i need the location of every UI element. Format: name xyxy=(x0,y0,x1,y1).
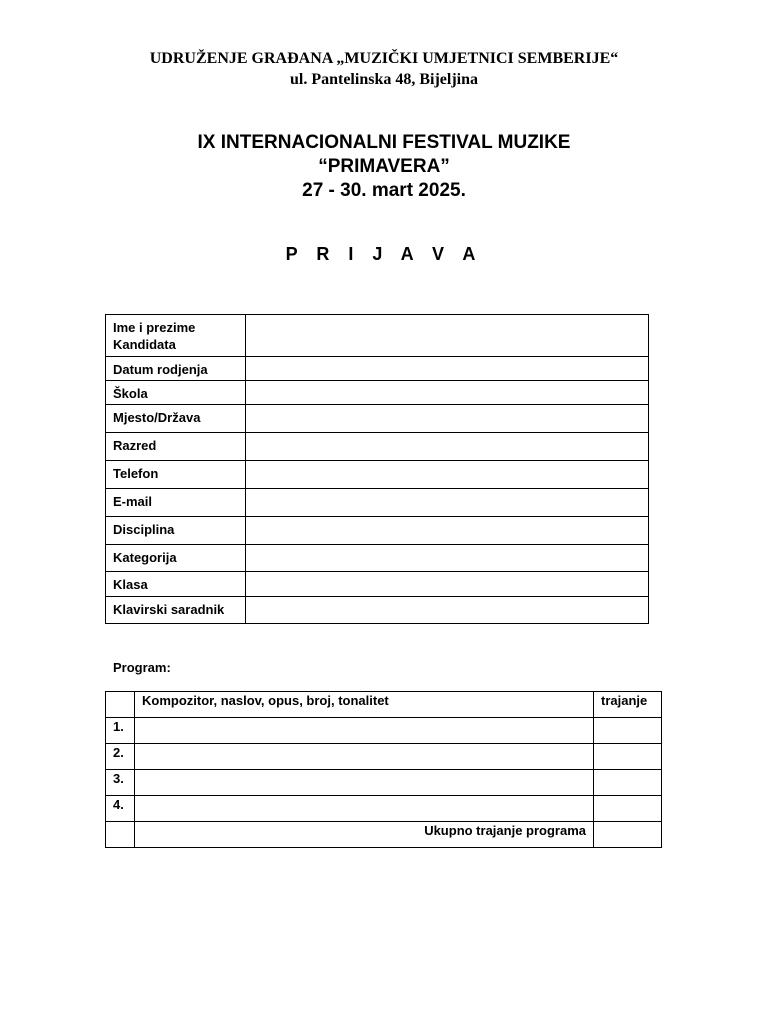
program-total-row xyxy=(106,822,662,848)
field-value-category[interactable] xyxy=(245,545,648,572)
field-value-school[interactable] xyxy=(245,381,648,405)
form-row xyxy=(106,597,649,624)
field-label: Disciplina xyxy=(106,517,246,545)
header-number-cell xyxy=(106,692,135,718)
organization-name: UDRUŽENJE GRAĐANA „MUZIČKI UMJETNICI SEMBERIJE“ xyxy=(149,50,619,67)
composer-cell[interactable] xyxy=(135,770,594,796)
form-row xyxy=(106,489,649,517)
form-row xyxy=(106,545,649,572)
festival-subtitle: “PRIMAVERA” xyxy=(318,156,450,177)
duration-cell[interactable] xyxy=(594,744,662,770)
field-value-email[interactable] xyxy=(245,489,648,517)
row-number: 3. xyxy=(106,770,135,796)
organization-header xyxy=(0,48,768,90)
field-label: E-mail xyxy=(106,489,246,517)
duration-cell[interactable] xyxy=(594,770,662,796)
field-label: Klavirski saradnik xyxy=(106,597,246,624)
header-composer: Kompozitor, naslov, opus, broj, tonalitet xyxy=(135,692,594,718)
field-value-discipline[interactable] xyxy=(245,517,648,545)
program-row xyxy=(106,718,662,744)
field-label: Telefon xyxy=(106,461,246,489)
form-row xyxy=(106,461,649,489)
row-number: 4. xyxy=(106,796,135,822)
program-label: Program: xyxy=(113,660,171,675)
field-value-piano-accompanist[interactable] xyxy=(245,597,648,624)
festival-title-block xyxy=(0,131,768,203)
field-value-phone[interactable] xyxy=(245,461,648,489)
program-row xyxy=(106,796,662,822)
composer-cell[interactable] xyxy=(135,744,594,770)
header-duration: trajanje xyxy=(594,692,662,718)
row-number: 1. xyxy=(106,718,135,744)
program-row xyxy=(106,744,662,770)
total-duration-label: Ukupno trajanje programa xyxy=(135,822,594,848)
total-duration-value[interactable] xyxy=(594,822,662,848)
form-row xyxy=(106,433,649,461)
form-title: P R I J A V A xyxy=(285,244,483,264)
applicant-form-table xyxy=(105,314,649,624)
duration-cell[interactable] xyxy=(594,718,662,744)
row-number: 2. xyxy=(106,744,135,770)
field-label: Kategorija xyxy=(106,545,246,572)
organization-address: ul. Pantelinska 48, Bijeljina xyxy=(289,71,479,88)
total-number-cell xyxy=(106,822,135,848)
form-row xyxy=(106,405,649,433)
field-label: Datum rodjenja xyxy=(106,357,246,381)
form-row xyxy=(106,357,649,381)
form-row xyxy=(106,381,649,405)
form-row xyxy=(106,517,649,545)
field-label: Klasa xyxy=(106,572,246,597)
field-value-class[interactable] xyxy=(245,572,648,597)
field-value-birthdate[interactable] xyxy=(245,357,648,381)
duration-cell[interactable] xyxy=(594,796,662,822)
field-label: Škola xyxy=(106,381,246,405)
composer-cell[interactable] xyxy=(135,718,594,744)
form-row xyxy=(106,315,649,357)
field-label: Mjesto/Država xyxy=(106,405,246,433)
field-value-place-country[interactable] xyxy=(245,405,648,433)
form-row xyxy=(106,572,649,597)
field-value-name[interactable] xyxy=(245,315,648,357)
field-label: Razred xyxy=(106,433,246,461)
field-value-grade[interactable] xyxy=(245,433,648,461)
festival-dates: 27 - 30. mart 2025. xyxy=(302,180,466,201)
festival-name: IX INTERNACIONALNI FESTIVAL MUZIKE xyxy=(197,132,571,153)
program-header-row xyxy=(106,692,662,718)
composer-cell[interactable] xyxy=(135,796,594,822)
program-table xyxy=(105,691,662,848)
program-row xyxy=(106,770,662,796)
field-label: Ime i prezime Kandidata xyxy=(106,315,246,357)
